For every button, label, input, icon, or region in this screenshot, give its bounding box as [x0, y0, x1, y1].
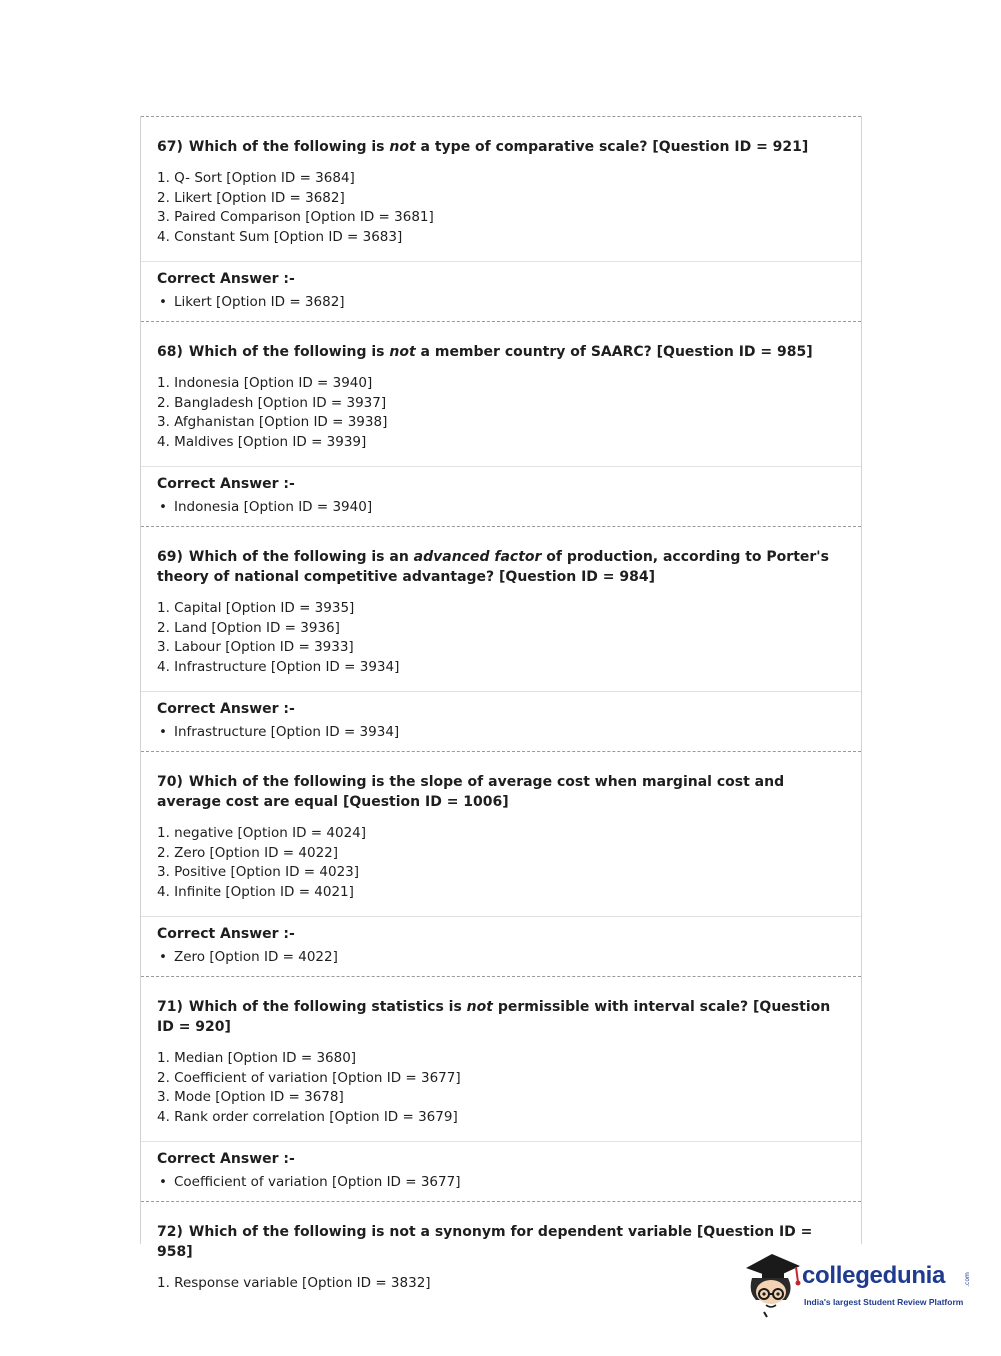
question-text-part: Which of the following is not a synonym for dependent variable [Question ID = 958] — [157, 1224, 818, 1260]
question-text-part: Which of the following is — [188, 344, 390, 360]
question-number: 72) — [157, 1224, 183, 1240]
option-item: 4. Infrastructure [Option ID = 3934] — [157, 658, 400, 675]
correct-answer-item — [157, 723, 845, 741]
question-text — [157, 772, 845, 812]
question-section — [141, 977, 861, 1142]
correct-answer-label: Correct Answer :- — [157, 1151, 295, 1167]
answer-section — [141, 467, 861, 526]
option-item: 2. Bangladesh [Option ID = 3937] — [157, 394, 387, 411]
bullet-icon: • — [159, 724, 167, 740]
question-block — [141, 976, 861, 1201]
option-item: 1. negative [Option ID = 4024] — [157, 825, 367, 841]
correct-answer-label: Correct Answer :- — [157, 476, 295, 492]
question-text — [157, 137, 845, 157]
question-block — [141, 116, 861, 321]
option-item: 1. Capital [Option ID = 3935] — [157, 600, 355, 616]
correct-answer-item — [157, 293, 845, 311]
brand-name: collegedunia — [802, 1262, 946, 1289]
bullet-icon: • — [159, 499, 167, 515]
option-item: 3. Labour [Option ID = 3933] — [157, 639, 354, 655]
correct-answer-item — [157, 1173, 845, 1191]
option-item: 2. Likert [Option ID = 3682] — [157, 189, 345, 206]
option-item: 1. Indonesia [Option ID = 3940] — [157, 375, 373, 391]
question-text-part: Which of the following is — [188, 139, 390, 155]
question-number: 69) — [157, 549, 183, 565]
question-text-part: Which of the following is an — [188, 549, 414, 565]
option-item: 4. Maldives [Option ID = 3939] — [157, 433, 367, 450]
question-section — [141, 752, 861, 917]
correct-answer-item — [157, 498, 845, 516]
answer-section — [141, 1142, 861, 1201]
question-text-part: Which of the following statistics is — [188, 999, 467, 1015]
correct-answer-label: Correct Answer :- — [157, 926, 295, 942]
correct-answer-text: Coefficient of variation [Option ID = 3677] — [174, 1174, 461, 1190]
option-item: 1. Median [Option ID = 3680] — [157, 1050, 357, 1066]
question-emphasis: not — [389, 139, 416, 155]
option-item: 3. Mode [Option ID = 3678] — [157, 1089, 344, 1105]
question-number: 68) — [157, 344, 183, 360]
question-number: 67) — [157, 139, 183, 155]
correct-answer-text: Indonesia [Option ID = 3940] — [174, 499, 373, 515]
question-text-part: a type of comparative scale? [Question ID = 921] — [415, 139, 809, 155]
collegedunia-logo — [742, 1248, 972, 1318]
brand-suffix: .com — [963, 1272, 971, 1287]
correct-answer-label: Correct Answer :- — [157, 701, 295, 717]
option-item: 2. Coefficient of variation [Option ID = 3677] — [157, 1069, 461, 1086]
question-emphasis: advanced factor — [413, 549, 542, 565]
option-item: 3. Paired Comparison [Option ID = 3681] — [157, 209, 434, 225]
bullet-icon: • — [159, 294, 167, 310]
question-text — [157, 997, 845, 1037]
correct-answer-text: Zero [Option ID = 4022] — [174, 949, 338, 965]
option-item: 4. Constant Sum [Option ID = 3683] — [157, 228, 403, 245]
question-block — [141, 751, 861, 976]
question-number: 71) — [157, 999, 183, 1015]
question-text-part: of production, according to Porter's theory of national competitive advantage? [Question ID = 984] — [157, 549, 834, 585]
question-section — [141, 527, 861, 692]
question-emphasis: not — [466, 999, 493, 1015]
option-item: 3. Positive [Option ID = 4023] — [157, 864, 360, 880]
question-text — [157, 547, 845, 587]
option-item: 2. Land [Option ID = 3936] — [157, 619, 340, 636]
question-sheet — [140, 116, 862, 1291]
brand-tagline: India's largest Student Review Platform — [804, 1297, 964, 1307]
bullet-icon: • — [159, 1174, 167, 1190]
question-number: 70) — [157, 774, 183, 790]
correct-answer-item — [157, 948, 845, 966]
question-section — [141, 322, 861, 467]
question-emphasis: not — [389, 344, 416, 360]
option-item: 4. Rank order correlation [Option ID = 3679] — [157, 1108, 458, 1125]
correct-answer-text: Likert [Option ID = 3682] — [174, 294, 345, 310]
question-block — [141, 321, 861, 526]
option-item: 1. Q- Sort [Option ID = 3684] — [157, 170, 355, 186]
answer-section — [141, 917, 861, 976]
option-item: 4. Infinite [Option ID = 4021] — [157, 883, 354, 900]
bullet-icon: • — [159, 949, 167, 965]
question-text-part: a member country of SAARC? [Question ID = 985] — [415, 344, 813, 360]
question-text — [157, 342, 845, 362]
question-section — [141, 117, 861, 262]
question-block — [141, 526, 861, 751]
question-text-part: Which of the following is the slope of average cost when marginal cost and average cost are equal [Question ID = 1006] — [157, 774, 789, 810]
answer-section — [141, 262, 861, 321]
answer-section — [141, 692, 861, 751]
correct-answer-text: Infrastructure [Option ID = 3934] — [174, 724, 400, 740]
option-item: 3. Afghanistan [Option ID = 3938] — [157, 414, 388, 430]
correct-answer-label: Correct Answer :- — [157, 271, 295, 287]
question-text-part: permissible with interval scale? [Question ID = 920] — [157, 999, 836, 1035]
option-item: 2. Zero [Option ID = 4022] — [157, 844, 339, 861]
graduate-cartoon-icon — [742, 1248, 804, 1318]
option-item: 1. Response variable [Option ID = 3832] — [157, 1275, 431, 1291]
